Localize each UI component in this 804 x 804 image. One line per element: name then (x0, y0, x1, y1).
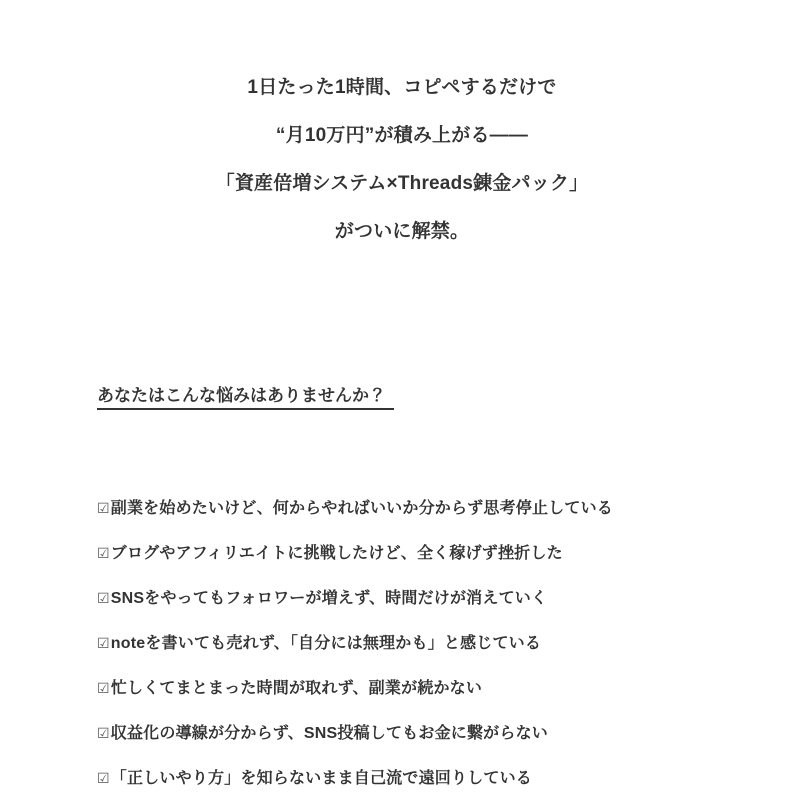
headline-block (97, 78, 707, 242)
worry-item (97, 678, 707, 699)
headline-line-4: がついに解禁。 (334, 221, 470, 242)
headline-line-1: 1日たった1時間、コピペするだけで (247, 77, 557, 98)
worry-item (97, 633, 707, 654)
checkbox-checked-icon: ☑ (97, 680, 110, 696)
worry-item (97, 723, 707, 744)
worry-list (97, 498, 707, 789)
checkbox-checked-icon: ☑ (97, 635, 110, 651)
worry-item-text: 収益化の導線が分からず、SNS投稿してもお金に繋がらない (110, 725, 548, 742)
headline-line-3: 「資産倍増システム×Threads錬金パック」 (215, 173, 589, 194)
checkbox-checked-icon: ☑ (97, 770, 110, 786)
worries-section-heading: あなたはこんな悩みはありませんか？ (97, 386, 394, 410)
worry-item-text: 「正しいやり方」を知らないまま自己流で遠回りしている (110, 770, 532, 787)
worry-item (97, 768, 707, 789)
worry-item (97, 588, 707, 609)
worry-item-text: 忙しくてまとまった時間が取れず、副業が続かない (110, 680, 483, 697)
worry-item-text: SNSをやってもフォロワーが増えず、時間だけが消えていく (110, 590, 548, 607)
worry-item-text: ブログやアフィリエイトに挑戦したけど、全く稼げず挫折した (110, 545, 563, 562)
checkbox-checked-icon: ☑ (97, 725, 110, 741)
checkbox-checked-icon: ☑ (97, 590, 110, 606)
headline-line-2: “月10万円”が積み上がる—— (275, 125, 529, 146)
worry-item-text: 副業を始めたいけど、何からやればいいか分からず思考停止している (110, 500, 613, 517)
checkbox-checked-icon: ☑ (97, 545, 110, 561)
worry-item (97, 543, 707, 564)
worry-item-text: noteを書いても売れず、「自分には無理かも」と感じている (110, 635, 542, 652)
worry-item (97, 498, 707, 519)
checkbox-checked-icon: ☑ (97, 500, 110, 516)
